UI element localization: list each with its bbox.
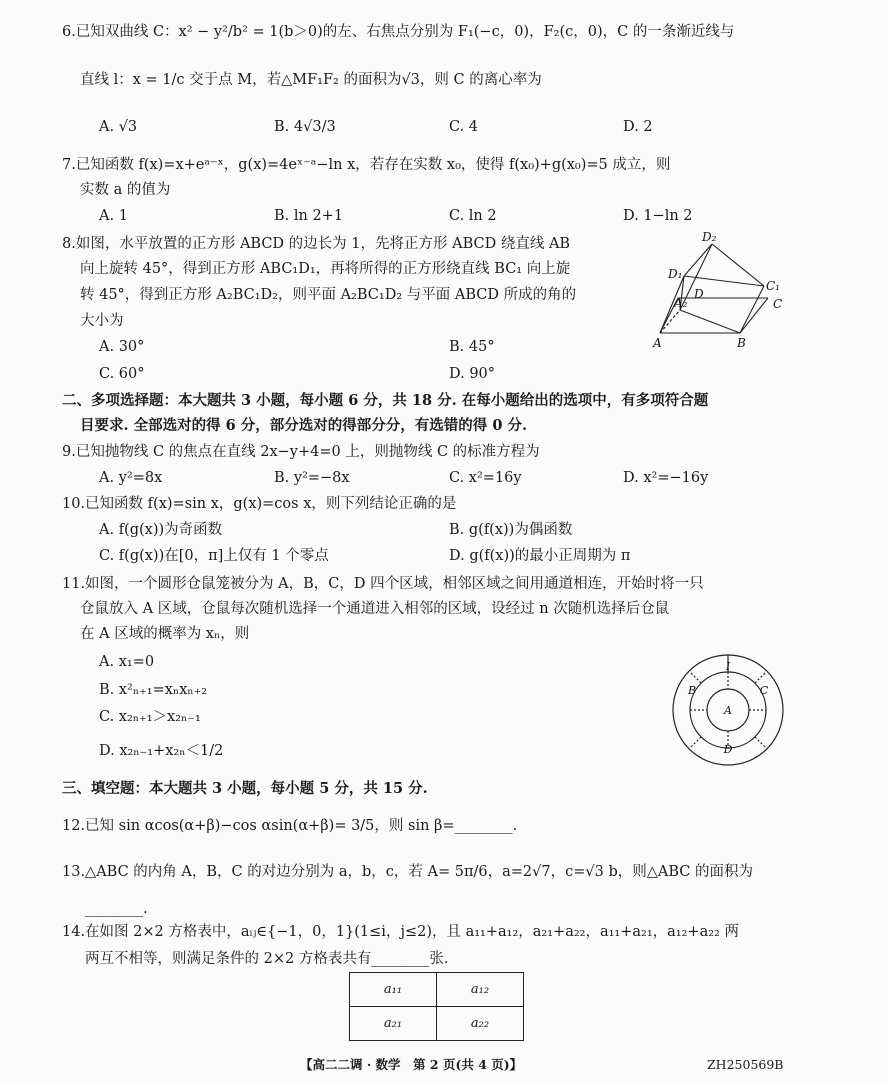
q7-option-b: B. ln 2+1 <box>274 208 344 224</box>
table-cell-a12: a₁₂ <box>437 973 524 1007</box>
q11-option-b: B. x²ₙ₊₁=xₙxₙ₊₂ <box>99 682 208 698</box>
q10-option-b: B. g(f(x))为偶函数 <box>449 522 573 538</box>
q11-option-a: A. x₁=0 <box>99 654 155 670</box>
q14-grid-table <box>349 972 524 1041</box>
q8-label-a2: A₂ <box>674 296 688 310</box>
q11-option-c: C. x₂ₙ₊₁＞x₂ₙ₋₁ <box>99 709 201 725</box>
q8-figure <box>650 228 790 356</box>
q11-label-a: A <box>724 704 732 717</box>
q8-label-d1: D₁ <box>668 267 683 281</box>
table-cell-a11: a₁₁ <box>350 973 437 1007</box>
q11-label-top: I <box>725 660 731 673</box>
q11-line3: 在 A 区域的概率为 xₙ，则 <box>80 626 250 642</box>
q10-line1: 10.已知函数 f(x)=sin x，g(x)=cos x，则下列结论正确的是 <box>62 496 457 512</box>
section2-heading: 二、多项选择题：本大题共 3 小题，每小题 6 分，共 18 分. 在每小题给出的选项中，有多项符合题 <box>62 392 709 409</box>
q6-option-a: A. √3 <box>99 119 138 135</box>
q11-label-d: D <box>723 743 733 756</box>
q6-option-d: D. 2 <box>623 119 653 135</box>
q9-option-c: C. x²=16y <box>449 470 522 486</box>
section2-heading-cont: 目要求. 全部选对的得 6 分，部分选对的得部分分，有选错的得 0 分. <box>80 417 528 434</box>
q11-label-c: C <box>759 684 769 697</box>
q10-option-c: C. f(g(x))在[0，π]上仅有 1 个零点 <box>99 548 329 564</box>
q8-option-a: A. 30° <box>99 339 145 355</box>
q11-line2: 仓鼠放入 A 区域，仓鼠每次随机选择一个通道进入相邻的区域，设经过 n 次随机选择后仓鼠 <box>80 601 670 617</box>
q6-option-c: C. 4 <box>449 119 479 135</box>
q11-option-d: D. x₂ₙ₋₁+x₂ₙ＜1/2 <box>99 743 224 759</box>
q8-label-a: A <box>653 336 662 350</box>
section3-heading: 三、填空题：本大题共 3 小题，每小题 5 分，共 15 分. <box>62 780 428 797</box>
q8-label-d2: D₂ <box>702 230 717 244</box>
q14-line2: 两互不相等，则满足条件的 2×2 方格表共有________张. <box>85 951 449 967</box>
paper-code: ZH250569B <box>707 1057 784 1072</box>
table-cell-a21: a₂₁ <box>350 1007 437 1041</box>
q9-option-b: B. y²=−8x <box>274 470 350 486</box>
q7-option-d: D. 1−ln 2 <box>623 208 693 224</box>
q8-option-b: B. 45° <box>449 339 495 355</box>
q11-line1: 11.如图，一个圆形仓鼠笼被分为 A，B，C，D 四个区域，相邻区域之间用通道相连，开始时将一只 <box>62 576 704 592</box>
page-footer: 【高二二调 · 数学 第 2 页(共 4 页)】 <box>300 1057 523 1072</box>
q12-line1: 12.已知 sin αcos(α+β)−cos αsin(α+β)= 3/5，则 sin β=________. <box>62 818 518 834</box>
q10-option-d: D. g(f(x))的最小正周期为 π <box>449 548 631 564</box>
table-row <box>350 973 524 1007</box>
table-row <box>350 1007 524 1041</box>
q13-line1: 13.△ABC 的内角 A，B，C 的对边分别为 a，b，c，若 A= 5π/6，a=2√7，c=√3 b，则△ABC 的面积为 <box>62 864 753 880</box>
q8-label-d: D <box>694 287 704 301</box>
q11-hamster-cage-figure <box>670 652 786 768</box>
q13-line2: ________. <box>85 901 148 917</box>
q8-line2: 向上旋转 45°，得到正方形 ABC₁D₁，再将所得的正方形绕直线 BC₁ 向上旋 <box>80 261 571 277</box>
q8-line3: 转 45°，得到正方形 A₂BC₁D₂，则平面 A₂BC₁D₂ 与平面 ABCD 所成的角的 <box>80 287 577 303</box>
q14-line1: 14.在如图 2×2 方格表中，aᵢⱼ∈{−1，0，1}(1≤i，j≤2)，且 a₁₁+a₁₂，a₂₁+a₂₂，a₁₁+a₂₁，a₁₂+a₂₂ 两 <box>62 924 739 940</box>
q8-line1: 8.如图，水平放置的正方形 ABCD 的边长为 1，先将正方形 ABCD 绕直线 AB <box>62 236 571 252</box>
q6-line1: 6.已知双曲线 C：x² − y²/b² = 1(b＞0)的左、右焦点分别为 F₁(−c，0)，F₂(c，0)，C 的一条渐近线与 <box>62 24 735 40</box>
table-cell-a22: a₂₂ <box>437 1007 524 1041</box>
q9-option-d: D. x²=−16y <box>623 470 709 486</box>
q9-line1: 9.已知抛物线 C 的焦点在直线 2x−y+4=0 上，则抛物线 C 的标准方程为 <box>62 444 540 460</box>
q7-line1: 7.已知函数 f(x)=x+eᵃ⁻ˣ，g(x)=4eˣ⁻ᵃ−ln x，若存在实数 x₀，使得 f(x₀)+g(x₀)=5 成立，则 <box>62 157 671 173</box>
q7-option-a: A. 1 <box>99 208 128 224</box>
q10-option-a: A. f(g(x))为奇函数 <box>99 522 223 538</box>
q8-label-c1: C₁ <box>766 279 780 293</box>
q7-option-c: C. ln 2 <box>449 208 497 224</box>
q9-option-a: A. y²=8x <box>99 470 163 486</box>
q11-label-b: B <box>687 684 697 697</box>
q8-option-c: C. 60° <box>99 366 145 382</box>
q7-line2: 实数 a 的值为 <box>80 182 171 198</box>
q8-option-d: D. 90° <box>449 366 496 382</box>
q6-option-b: B. 4√3/3 <box>274 119 336 135</box>
q6-line2: 直线 l：x = 1/c 交于点 M，若△MF₁F₂ 的面积为√3，则 C 的离心率为 <box>80 72 542 88</box>
q8-label-c: C <box>773 297 783 311</box>
q8-line4: 大小为 <box>80 313 124 329</box>
q8-label-b: B <box>737 336 746 350</box>
